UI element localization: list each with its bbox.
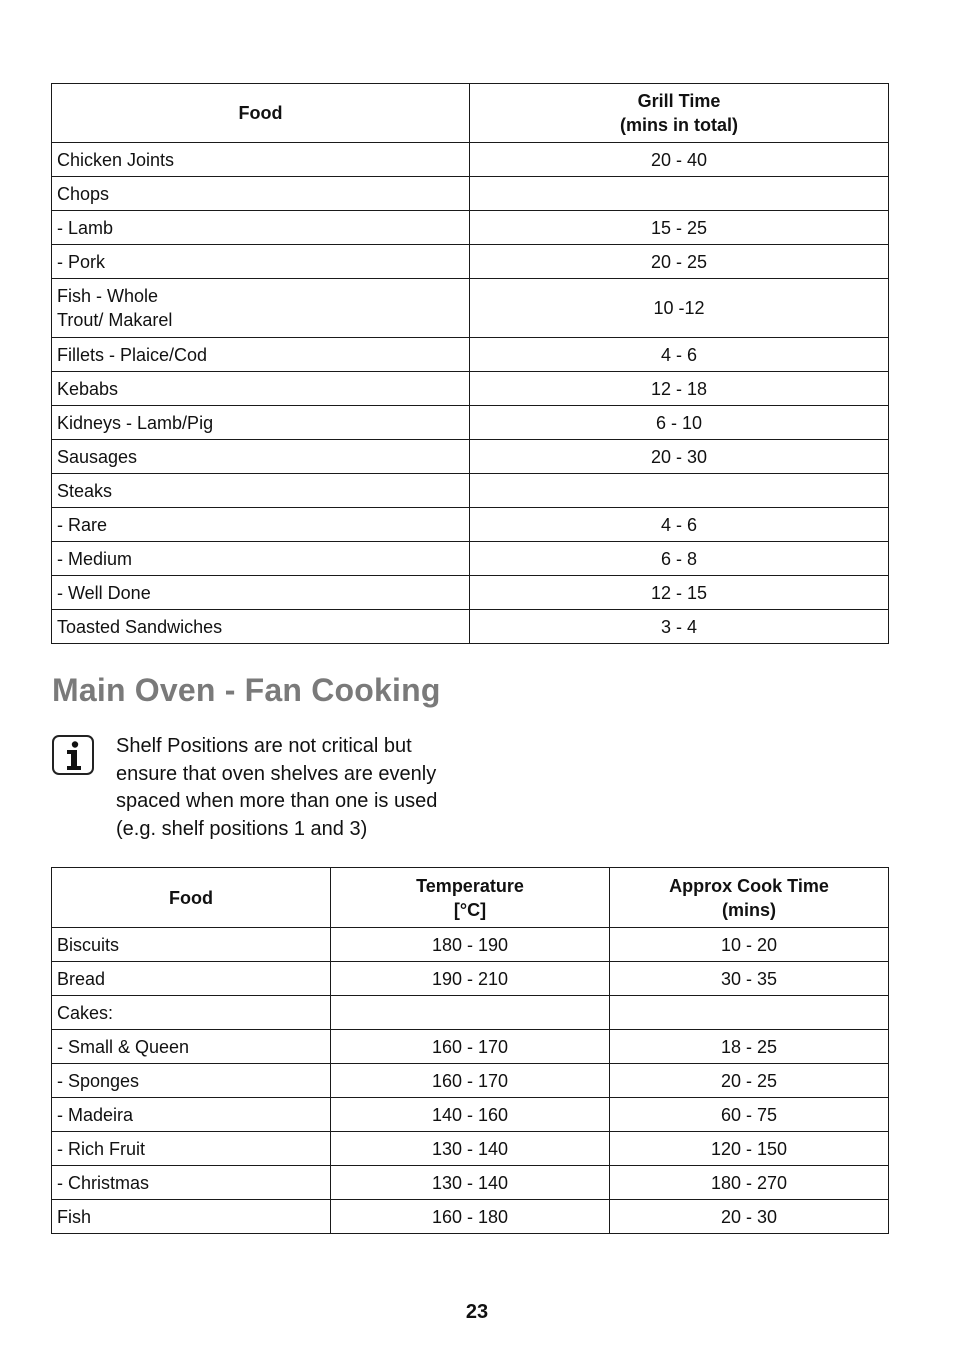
food-cell: - Pork (52, 245, 470, 279)
value-cell: 180 - 270 (610, 1166, 889, 1200)
info-note: Shelf Positions are not critical but ensure that oven shelves are evenly spaced when more than one is used (e.g. shelf positions 1 and 3) (116, 735, 438, 840)
food-cell: - Medium (52, 542, 470, 576)
food-cell: Cakes: (52, 996, 331, 1030)
value-cell: 130 - 140 (331, 1166, 610, 1200)
table-row (52, 1030, 889, 1064)
table-row (52, 610, 889, 644)
table-row (52, 962, 889, 996)
info-icon (52, 735, 94, 775)
table-row (52, 143, 889, 177)
table-row (52, 338, 889, 372)
food-cell: - Rare (52, 508, 470, 542)
value-cell: 20 - 30 (610, 1200, 889, 1234)
column-header-cook-time: Approx Cook Time (mins) (610, 868, 889, 928)
food-cell: - Lamb (52, 211, 470, 245)
food-cell: Toasted Sandwiches (52, 610, 470, 644)
table-header-row (52, 84, 889, 143)
food-cell: Steaks (52, 474, 470, 508)
page-number: 23 (465, 1301, 489, 1323)
food-cell: Biscuits (52, 928, 331, 962)
food-cell: Kebabs (52, 372, 470, 406)
food-cell: Fillets - Plaice/Cod (52, 338, 470, 372)
table-row (52, 245, 889, 279)
food-cell: Sausages (52, 440, 470, 474)
table-row (52, 1064, 889, 1098)
value-cell: 130 - 140 (331, 1132, 610, 1166)
value-cell: 160 - 170 (331, 1064, 610, 1098)
value-cell (470, 474, 889, 508)
value-cell: 120 - 150 (610, 1132, 889, 1166)
value-cell: 160 - 170 (331, 1030, 610, 1064)
food-cell: - Madeira (52, 1098, 331, 1132)
table-header-row (52, 868, 889, 928)
fan-cooking-table (51, 867, 889, 1234)
table-row (52, 996, 889, 1030)
table-row (52, 279, 889, 338)
table-row (52, 508, 889, 542)
value-cell: 140 - 160 (331, 1098, 610, 1132)
value-cell: 12 - 15 (470, 576, 889, 610)
food-cell: - Rich Fruit (52, 1132, 331, 1166)
food-cell: - Christmas (52, 1166, 331, 1200)
food-cell: - Sponges (52, 1064, 331, 1098)
value-cell: 6 - 10 (470, 406, 889, 440)
value-cell: 180 - 190 (331, 928, 610, 962)
value-cell (470, 177, 889, 211)
table-row (52, 406, 889, 440)
value-cell: 15 - 25 (470, 211, 889, 245)
food-cell: Kidneys - Lamb/Pig (52, 406, 470, 440)
table-row (52, 1166, 889, 1200)
value-cell: 20 - 40 (470, 143, 889, 177)
value-cell: 6 - 8 (470, 542, 889, 576)
value-cell: 10 -12 (470, 279, 889, 338)
table-row (52, 372, 889, 406)
table-row (52, 440, 889, 474)
food-cell: - Well Done (52, 576, 470, 610)
column-header-grill-time: Grill Time (mins in total) (470, 84, 889, 143)
grill-time-table (51, 83, 889, 644)
value-cell: 12 - 18 (470, 372, 889, 406)
value-cell: 20 - 25 (470, 245, 889, 279)
value-cell: 10 - 20 (610, 928, 889, 962)
food-cell: Chops (52, 177, 470, 211)
column-header-food: Food (52, 84, 470, 143)
food-cell: Fish - Whole Trout/ Makarel (52, 279, 470, 338)
table-row (52, 177, 889, 211)
value-cell (331, 996, 610, 1030)
table-row (52, 1200, 889, 1234)
value-cell: 18 - 25 (610, 1030, 889, 1064)
food-cell: Chicken Joints (52, 143, 470, 177)
table-row (52, 474, 889, 508)
section-title: Main Oven - Fan Cooking (52, 672, 441, 708)
value-cell: 3 - 4 (470, 610, 889, 644)
table-row (52, 211, 889, 245)
food-cell: - Small & Queen (52, 1030, 331, 1064)
table-row (52, 928, 889, 962)
value-cell (610, 996, 889, 1030)
value-cell: 4 - 6 (470, 508, 889, 542)
value-cell: 20 - 30 (470, 440, 889, 474)
value-cell: 190 - 210 (331, 962, 610, 996)
column-header-food: Food (52, 868, 331, 928)
value-cell: 20 - 25 (610, 1064, 889, 1098)
value-cell: 4 - 6 (470, 338, 889, 372)
food-cell: Fish (52, 1200, 331, 1234)
table-row (52, 1098, 889, 1132)
table-row (52, 542, 889, 576)
value-cell: 30 - 35 (610, 962, 889, 996)
value-cell: 60 - 75 (610, 1098, 889, 1132)
table-row (52, 576, 889, 610)
table-row (52, 1132, 889, 1166)
food-cell: Bread (52, 962, 331, 996)
value-cell: 160 - 180 (331, 1200, 610, 1234)
column-header-temperature: Temperature [°C] (331, 868, 610, 928)
